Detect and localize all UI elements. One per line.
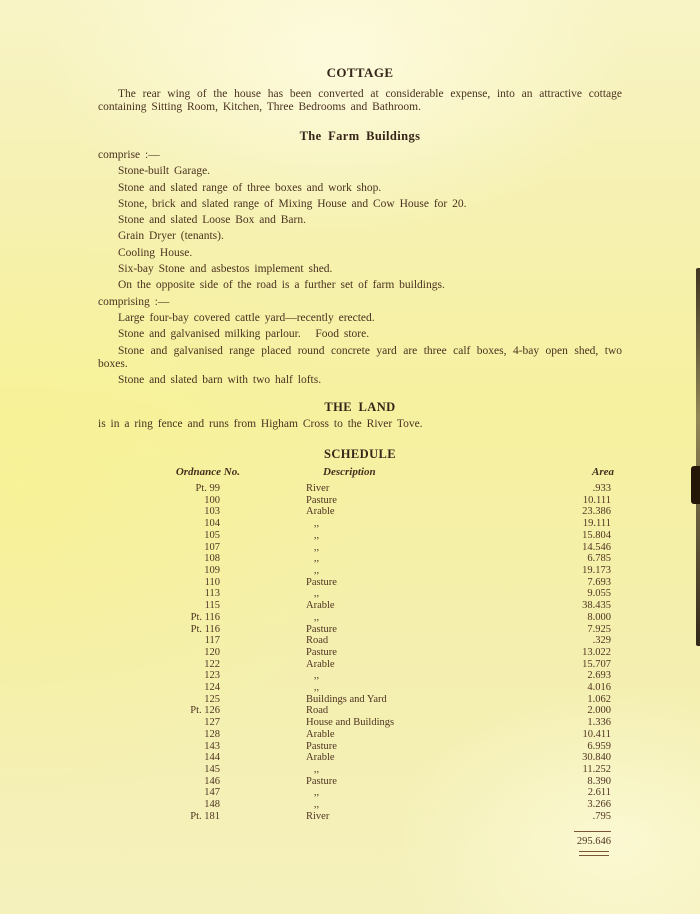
area-cell: 10.411 (582, 728, 611, 740)
table-row (98, 588, 622, 600)
description-cell: Pasture (306, 494, 337, 506)
ordnance-cell: 103 (204, 506, 220, 518)
ordnance-cell: 117 (204, 635, 220, 647)
area-cell: 10.111 (582, 494, 611, 506)
description-cell: Arable (306, 506, 335, 518)
description-cell: House and Buildings (306, 717, 395, 729)
area-cell: 8.000 (587, 611, 611, 623)
land-paragraph: is in a ring fence and runs from Higham Cross to the River Tove. (98, 418, 423, 431)
table-row (98, 635, 622, 647)
area-cell: 3.266 (587, 799, 611, 811)
table-row (98, 670, 622, 682)
description-cell: Arable (306, 728, 335, 740)
farm-buildings-list-2 (98, 312, 622, 388)
cottage-heading: COTTAGE (326, 65, 394, 80)
ordnance-cell: 115 (204, 600, 220, 612)
ordnance-cell: 123 (204, 670, 220, 682)
table-row (98, 799, 622, 811)
ordnance-cell: 144 (204, 752, 220, 764)
ordnance-cell: 145 (204, 763, 220, 775)
comprising-label: comprising :— (98, 295, 170, 308)
table-row (98, 624, 622, 636)
ordnance-cell: 109 (204, 564, 220, 576)
area-cell: 11.252 (582, 763, 611, 775)
description-cell: Arable (306, 658, 335, 670)
area-cell: 38.435 (582, 600, 611, 612)
ordnance-cell: 110 (204, 576, 220, 588)
page-body (98, 58, 622, 856)
ordnance-cell: 107 (204, 541, 220, 553)
table-row (98, 729, 622, 741)
area-cell: 14.546 (582, 541, 611, 553)
page-edge-blob (691, 466, 700, 504)
area-cell: 23.386 (582, 506, 611, 518)
table-row (98, 787, 622, 799)
farm-building-item: Stone and slated Loose Box and Barn. (118, 214, 306, 227)
page-edge-shadow (696, 268, 700, 646)
area-cell: .795 (592, 810, 611, 822)
farm-buildings-heading: The Farm Buildings (299, 128, 421, 143)
description-cell: ,, (306, 564, 320, 576)
table-row (98, 483, 622, 495)
table-row (98, 717, 622, 729)
description-cell: Pasture (306, 740, 337, 752)
table-row (98, 530, 622, 542)
column-header-ordnance: Ordnance No. (175, 466, 240, 479)
farm-building-item: Stone and slated range of three boxes and work shop. (118, 181, 382, 194)
area-cell: 9.055 (587, 588, 611, 600)
ordnance-cell: Pt. 116 (190, 623, 220, 635)
ordnance-cell: 148 (204, 799, 220, 811)
area-cell: 1.336 (587, 717, 611, 729)
ordnance-cell: 147 (204, 787, 220, 799)
table-row (98, 764, 622, 776)
area-cell: 2.693 (587, 670, 611, 682)
table-row (98, 518, 622, 530)
area-cell: 15.804 (582, 529, 611, 541)
table-row (98, 647, 622, 659)
ordnance-cell: 146 (204, 775, 220, 787)
ordnance-cell: Pt. 116 (190, 611, 220, 623)
farm-building-item: On the opposite side of the road is a further set of farm buildings. (118, 279, 445, 292)
area-cell: 7.693 (587, 576, 611, 588)
farm-building-item: Stone and galvanised milking parlour. Food store. (118, 328, 370, 341)
table-row (98, 495, 622, 507)
table-row (98, 682, 622, 694)
description-cell: ,, (306, 541, 320, 553)
table-row (98, 705, 622, 717)
ordnance-cell: 100 (204, 494, 220, 506)
cottage-paragraph: The rear wing of the house has been converted at considerable expense, into an attractive cottage containing Sitting Room, Kitchen, Three Bedrooms and Bathroom. (98, 87, 622, 113)
description-cell: Arable (306, 752, 335, 764)
description-cell: Pasture (306, 775, 337, 787)
table-row (98, 577, 622, 589)
description-cell: ,, (306, 799, 320, 811)
table-row (98, 600, 622, 612)
ordnance-cell: 108 (204, 553, 220, 565)
area-cell: 19.111 (582, 518, 611, 530)
table-row (98, 776, 622, 788)
schedule-table (98, 467, 622, 856)
description-cell: Arable (306, 600, 335, 612)
description-cell: ,, (306, 518, 320, 530)
table-row (98, 553, 622, 565)
description-cell: ,, (306, 553, 320, 565)
area-cell: 4.016 (587, 682, 611, 694)
ordnance-cell: 120 (204, 646, 220, 658)
area-cell: 6.959 (587, 740, 611, 752)
ordnance-cell: Pt. 99 (195, 483, 220, 495)
total-rule (574, 831, 611, 832)
description-cell: ,, (306, 588, 320, 600)
description-cell: Pasture (306, 623, 337, 635)
description-cell: Road (306, 705, 329, 717)
description-cell: River (306, 483, 330, 495)
ordnance-cell: Pt. 181 (190, 810, 220, 822)
column-header-description: Description (323, 466, 376, 479)
ordnance-cell: 125 (204, 693, 220, 705)
table-row (98, 752, 622, 764)
description-cell: ,, (306, 529, 320, 541)
table-row (98, 659, 622, 671)
farm-building-item: Six-bay Stone and asbestos implement shed. (118, 263, 333, 276)
description-cell: Road (306, 635, 329, 647)
comprise-label: comprise :— (98, 149, 160, 161)
area-cell: 15.707 (582, 658, 611, 670)
area-cell: 2.000 (587, 705, 611, 717)
schedule-header-row (98, 467, 622, 479)
description-cell: ,, (306, 763, 320, 775)
table-row (98, 565, 622, 577)
table-row (98, 811, 622, 823)
area-cell: 2.611 (587, 787, 611, 799)
farm-building-item: Stone and slated barn with two half lofts. (118, 374, 322, 387)
ordnance-cell: 128 (204, 728, 220, 740)
ordnance-cell: 124 (204, 682, 220, 694)
table-row (98, 506, 622, 518)
table-row (98, 612, 622, 624)
area-cell: 6.785 (587, 553, 611, 565)
area-cell: 7.925 (587, 623, 611, 635)
description-cell: Pasture (306, 576, 337, 588)
farm-building-item: Stone-built Garage. (118, 165, 211, 178)
area-cell: 13.022 (582, 646, 611, 658)
table-row (98, 542, 622, 554)
area-cell: 19.173 (582, 564, 611, 576)
total-double-rule (579, 851, 609, 856)
description-cell: ,, (306, 611, 320, 623)
farm-building-item: Stone and galvanised range placed round concrete yard are three calf boxes, 4-bay open shed, two boxes. (98, 344, 622, 371)
table-row (98, 741, 622, 753)
farm-building-item: Grain Dryer (tenants). (118, 230, 224, 243)
description-cell: River (306, 810, 330, 822)
ordnance-cell: 122 (204, 658, 220, 670)
description-cell: Pasture (306, 646, 337, 658)
schedule-heading: SCHEDULE (324, 446, 396, 461)
description-cell: ,, (306, 787, 320, 799)
schedule-total: 295.646 (576, 836, 611, 848)
ordnance-cell: 113 (204, 588, 220, 600)
column-header-area: Area (592, 466, 614, 479)
description-cell: ,, (306, 670, 320, 682)
area-cell: .933 (592, 483, 611, 495)
ordnance-cell: 143 (204, 740, 220, 752)
schedule-rows (98, 483, 622, 822)
farm-building-item: Stone, brick and slated range of Mixing House and Cow House for 20. (118, 197, 467, 210)
ordnance-cell: 105 (204, 529, 220, 541)
description-cell: ,, (306, 682, 320, 694)
area-cell: 8.390 (587, 775, 611, 787)
ordnance-cell: 104 (204, 518, 220, 530)
area-cell: 1.062 (587, 693, 611, 705)
farm-building-item: Large four-bay covered cattle yard—recently erected. (118, 311, 375, 324)
description-cell: Buildings and Yard (306, 693, 387, 705)
ordnance-cell: 127 (204, 717, 220, 729)
farm-building-item: Cooling House. (118, 246, 193, 259)
farm-buildings-list-1 (98, 165, 622, 293)
table-row (98, 694, 622, 706)
area-cell: 30.840 (582, 752, 611, 764)
land-heading: THE LAND (324, 399, 396, 414)
area-cell: .329 (592, 635, 611, 647)
ordnance-cell: Pt. 126 (190, 705, 220, 717)
